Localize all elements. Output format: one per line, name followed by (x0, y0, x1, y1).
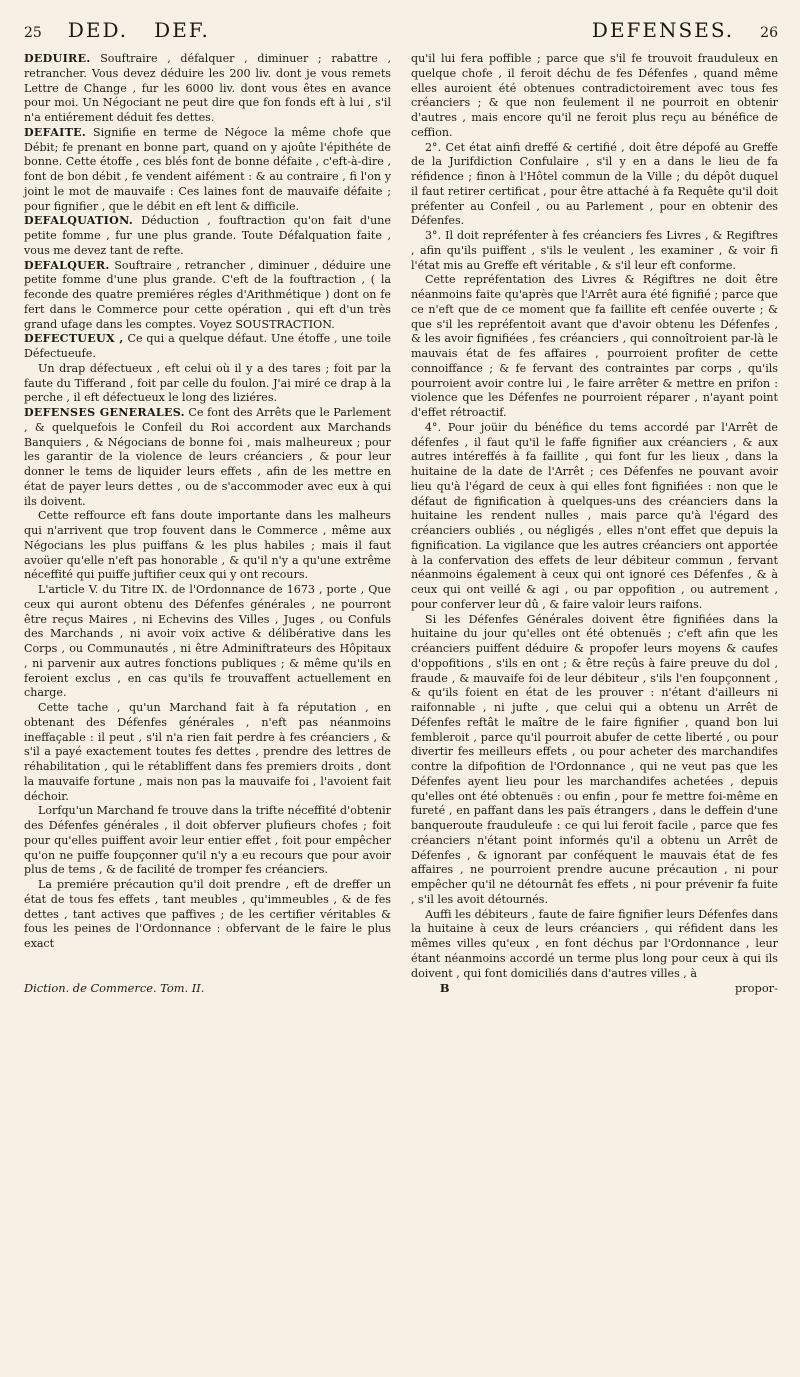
paragraph (24, 126, 391, 215)
entry-term: DEFECTUEUX , (24, 332, 124, 346)
paragraph-text: Ce qui a quelque défaut. Une étoffe , une toile Défectueufe. (24, 332, 391, 360)
left-column (24, 52, 391, 981)
paragraph-text: qu'il lui fera poffible ; parce que s'il fe trouvoit frauduleux en quelque chofe , il feroit déchu de fes Défenfes , quand même elles auroient été obtenues contradictoirement avec tous fes créanciers ; & que non feulement il ne pourroit en obtenir d'autres , mais encore qu'il ne feroit plus reçu au bénéfice de ceffion. (411, 52, 778, 139)
paragraph (24, 583, 391, 701)
paragraph (24, 259, 391, 333)
catchword: propor- (734, 981, 778, 996)
paragraph-text: Souftraire , défalquer , diminuer ; rabattre , retrancher. Vous devez déduire les 200 liv. dont je vous remets Lettre de Change , fur les 6000 liv. dont vous êtes en avance pour moi. Un Négociant ne peut dire que fon fonds eft à lui , s'il n'a entiérement déduit fes dettes. (24, 52, 391, 124)
entry-term: DEFENSES GENERALES. (24, 406, 185, 419)
paragraph-text: Cette repréfentation des Livres & Régiftres ne doit être néanmoins faite qu'après que l'Arrêt aura été fignifié ; parce que ce n'eft que de ce moment que fa faillite eft cenfée ouverte ; & que s'il les repréfentoit avant que d'avoir obtenu les Défenfes , & les avoir fignifiées , fes créanciers , qui connoîtroient par-là le mauvais état de fes affaires , pourroient profiter de cette connoiffance ; & fe fervant des contraintes par corps , qu'ils pourroient avoir contre lui , le faire arrêter & mettre en prifon : violence que les Défenfes ne pourroient réparer , n'ayant point d'effet rétroactif. (411, 273, 778, 419)
paragraph (411, 613, 778, 908)
footer-volume-title: Diction. de Commerce. Tom. II. (24, 981, 205, 996)
paragraph-text: Signifie en terme de Négoce la même chofe que Débit; fe prenant en bonne part, quand on y ajoûte l'épithéte de bonne. Cette étoffe , ces blés font de bonne défaite , c'eft-à-dire , font de bon débit , fe vendent aifément : & au contraire , fi l'on y joint le mot de mauvaife : Ces laines font de mauvaife défaite ; pour fignifier , que le débit en eft lent & difficile. (24, 125, 391, 213)
paragraph-text: Si les Défenfes Générales doivent être fignifiées dans la huitaine du jour qu'elles ont été obtenuës ; c'eft afin que les créanciers puiffent déduire & propofer leurs moyens & caufes d'oppofitions , s'ils en ont ; & être reçûs à faire preuve du dol , fraude , & mauvaife foi de leur débiteur , s'ils l'en foupçonnent , & qu'ils foient en état de les prouver : n'étant d'ailleurs ni raifonnable , ni jufte , que celui qui a obtenu un Arrêt de Défenfes reftât le maître de le faire fignifier , quand bon lui fembleroit , parce qu'il pourroit abufer de cette liberté , ou pour divertir fes meilleurs effets , ou pour acheter des marchandifes contre la difpofition de l'Ordonnance , qui ne veut pas que les Défenfes ayent lieu pour les marchandifes achetées , depuis qu'elles ont été obtenuës : ou enfin , pour fe mettre foi-même en fureté , en paffant dans les païs étrangers , dans le deffein d'une banqueroute frauduleufe : ce qui lui feroit facile , parce que fes créanciers n'étant point informés qu'il a obtenu un Arrêt de Défenfes , & ignorant par conféquent le mauvais état de fes affaires , ne pourroient prendre aucune précaution , ni pour empêcher qu'il ne détournât fes effets , ni pour prévenir fa fuite , s'il les avoit détournés. (411, 612, 778, 906)
paragraph (24, 332, 391, 362)
paragraph-text: Cette tache , qu'un Marchand fait à fa réputation , en obtenant des Défenfes générales , n'eft pas néanmoins ineffaçable : il peut , s'il n'a rien fait perdre à fes créanciers , & s'il a payé exactement toutes fes dettes , prendre des lettres de réhabilitation , qui le rétabliffent dans fes premiers droits , dont la mauvaife fortune , mais non pas la mauvaife foi , l'avoient fait déchoir. (24, 701, 391, 803)
entry-term: DEDUIRE. (24, 52, 91, 65)
right-running-title: DEFENSES. (591, 18, 735, 42)
paragraph (411, 908, 778, 982)
right-column (411, 52, 778, 981)
paragraph-text: L'article V. du Titre IX. de l'Ordonnance de 1673 , porte , Que ceux qui auront obtenu des Défenfes générales , ne pourront être reçus Maires , ni Echevins des Villes , Juges , ou Confuls des Marchands , ni avoir voix active & délibérative dans les Corps , ou Communautés , ni être Adminiftrateurs des Hôpitaux , ni parvenir aux autres fonctions publiques ; & même qu'ils en feroient exclus , en cas qu'ils fe trouvaffent actuellement en charge. (24, 583, 391, 700)
right-page-number: 26 (760, 25, 778, 41)
paragraph (24, 701, 391, 804)
paragraph-text: 2°. Cet état ainfi dreffé & certifié , doit être dépofé au Greffe de la Jurifdiction Confulaire , s'il y en a dans le lieu de fa réfidence ; finon à l'Hôtel commun de la Ville ; du dépôt duquel il faut retirer certificat , pour être attaché à fa Requête qu'il doit préfenter au Confeil , ou au Parlement , pour en obtenir des Défenfes. (411, 140, 778, 228)
paragraph-text: Déduction , fouftraction qu'on fait d'une petite fomme , fur une plus grande. Toute Défalquation faite , vous me devez tant de refte. (24, 214, 391, 257)
paragraph (411, 141, 778, 230)
left-page-number: 25 (24, 25, 42, 41)
signature-mark: B (439, 981, 450, 996)
running-header (24, 18, 778, 52)
paragraph-text: Lorfqu'un Marchand fe trouve dans la trifte néceffité d'obtenir des Défenfes générales , il doit obferver plufieurs chofes ; foit pour qu'elles puiffent avoir leur entier effet , foit pour empêcher qu'on ne puiffe foupçonner qu'il n'y a eu recours que pour avoir plus de tems , & de facilité de tromper fes créanciers. (24, 804, 391, 877)
entry-term: DEFAITE. (24, 125, 87, 139)
paragraph (411, 229, 778, 273)
left-running-title-2: DEF. (154, 18, 210, 42)
header-right (592, 18, 778, 42)
paragraph-text: 3°. Il doit repréfenter à fes créanciers fes Livres , & Regiftres , afin qu'ils puiffent , s'ils le veulent , les examiner , & voir fi l'état mis au Greffe eft véritable , & s'il leur eft conforme. (411, 229, 778, 272)
left-running-title: DED. (67, 18, 129, 42)
paragraph (411, 52, 778, 141)
entry-term: DEFALQUATION. (24, 214, 134, 228)
paragraph (411, 421, 778, 613)
paragraph (24, 878, 391, 952)
paragraph (24, 509, 391, 583)
paragraph-text: La premiére précaution qu'il doit prendre , eft de dreffer un état de tous fes effets , tant meubles , qu'immeubles , & de fes dettes , tant actives que paffives ; de les certifier véritables & fous les peines de l'Ordonnance : obfervant de le faire le plus exact (24, 878, 391, 950)
entry-term: DEFALQUER. (24, 258, 110, 272)
text-columns (24, 52, 778, 981)
paragraph (24, 52, 391, 126)
paragraph (24, 362, 391, 406)
paragraph-text: Souftraire , retrancher , diminuer , déduire une petite fomme d'une plus grande. C'eft de la fouftraction , ( la feconde des quatre premiéres régles d'Arithmétique ) dont on fe fert dans le Commerce pour cette opération , qui eft d'un très grand ufage dans les comptes. Voyez SOUSTRACTION. (24, 258, 391, 331)
paragraph-text: Un drap défectueux , eft celui où il y a des tares ; foit par la faute du Tifferand , foit par celle du foulon. J'ai miré ce drap à la perche , il eft défectueux le long des liziéres. (24, 361, 391, 405)
paragraph (24, 214, 391, 258)
paragraph-text: 4°. Pour joüir du bénéfice du tems accordé par l'Arrêt de défenfes , il faut qu'il le faffe fignifier aux créanciers , & aux autres intéreffés à fa faillite , qui font fur les lieux , dans la huitaine de la date de l'Arrêt ; ces Défenfes ne pouvant avoir lieu qu'à l'égard de ceux à qui elles font fignifiées : non que le défaut de fignification à quelques-uns des créanciers dans la huitaine les rendent nulles , mais parce qu'à l'égard des créanciers oubliés , ou négligés , elles n'ont effet que depuis la fignification. La vigilance que les autres créanciers ont apportée à la confervation des effets de leur débiteur commun , fervant néanmoins également à ceux qui ont ignoré ces Défenfes , & à ceux qui ont veillé & agi , ou par oppofition , ou autrement , pour conferver leur dû , & faire valoir leurs raifons. (411, 420, 778, 611)
page-footer (24, 981, 778, 995)
paragraph-text: Cette reffource eft fans doute importante dans les malheurs qui n'arrivent que trop fouvent dans le Commerce , même aux Négocians les plus puiffans & les plus habiles ; mais il faut avoüer qu'elle n'eft pas honorable , & qu'il n'y a qu'une extrême néceffité qui puiffe juftifier ceux qui y ont recours. (24, 509, 391, 582)
paragraph-text: Ce font des Arrêts que le Parlement , & quelquefois le Confeil du Roi accordent aux Marchands Banquiers , & Négocians de bonne foi , mais malheureux ; pour les garantir de la violence de leurs créanciers , & pour leur donner le tems de liquider leurs effets , afin de les mettre en état de payer leurs dettes , ou de s'accommoder avec eux à qui ils doivent. (24, 406, 391, 508)
paragraph-text: Auffi les débiteurs , faute de faire fignifier leurs Défenfes dans la huitaine à ceux de leurs créanciers , qui réfident dans les mêmes villes qu'eux , en font déchus par l'Ordonnance , leur étant néanmoins accordé un terme plus long pour ceux à qui ils doivent , qui font domiciliés dans d'autres villes , à (411, 907, 778, 980)
header-left (24, 18, 210, 42)
paragraph (24, 406, 391, 509)
paragraph (24, 804, 391, 878)
paragraph (411, 273, 778, 421)
